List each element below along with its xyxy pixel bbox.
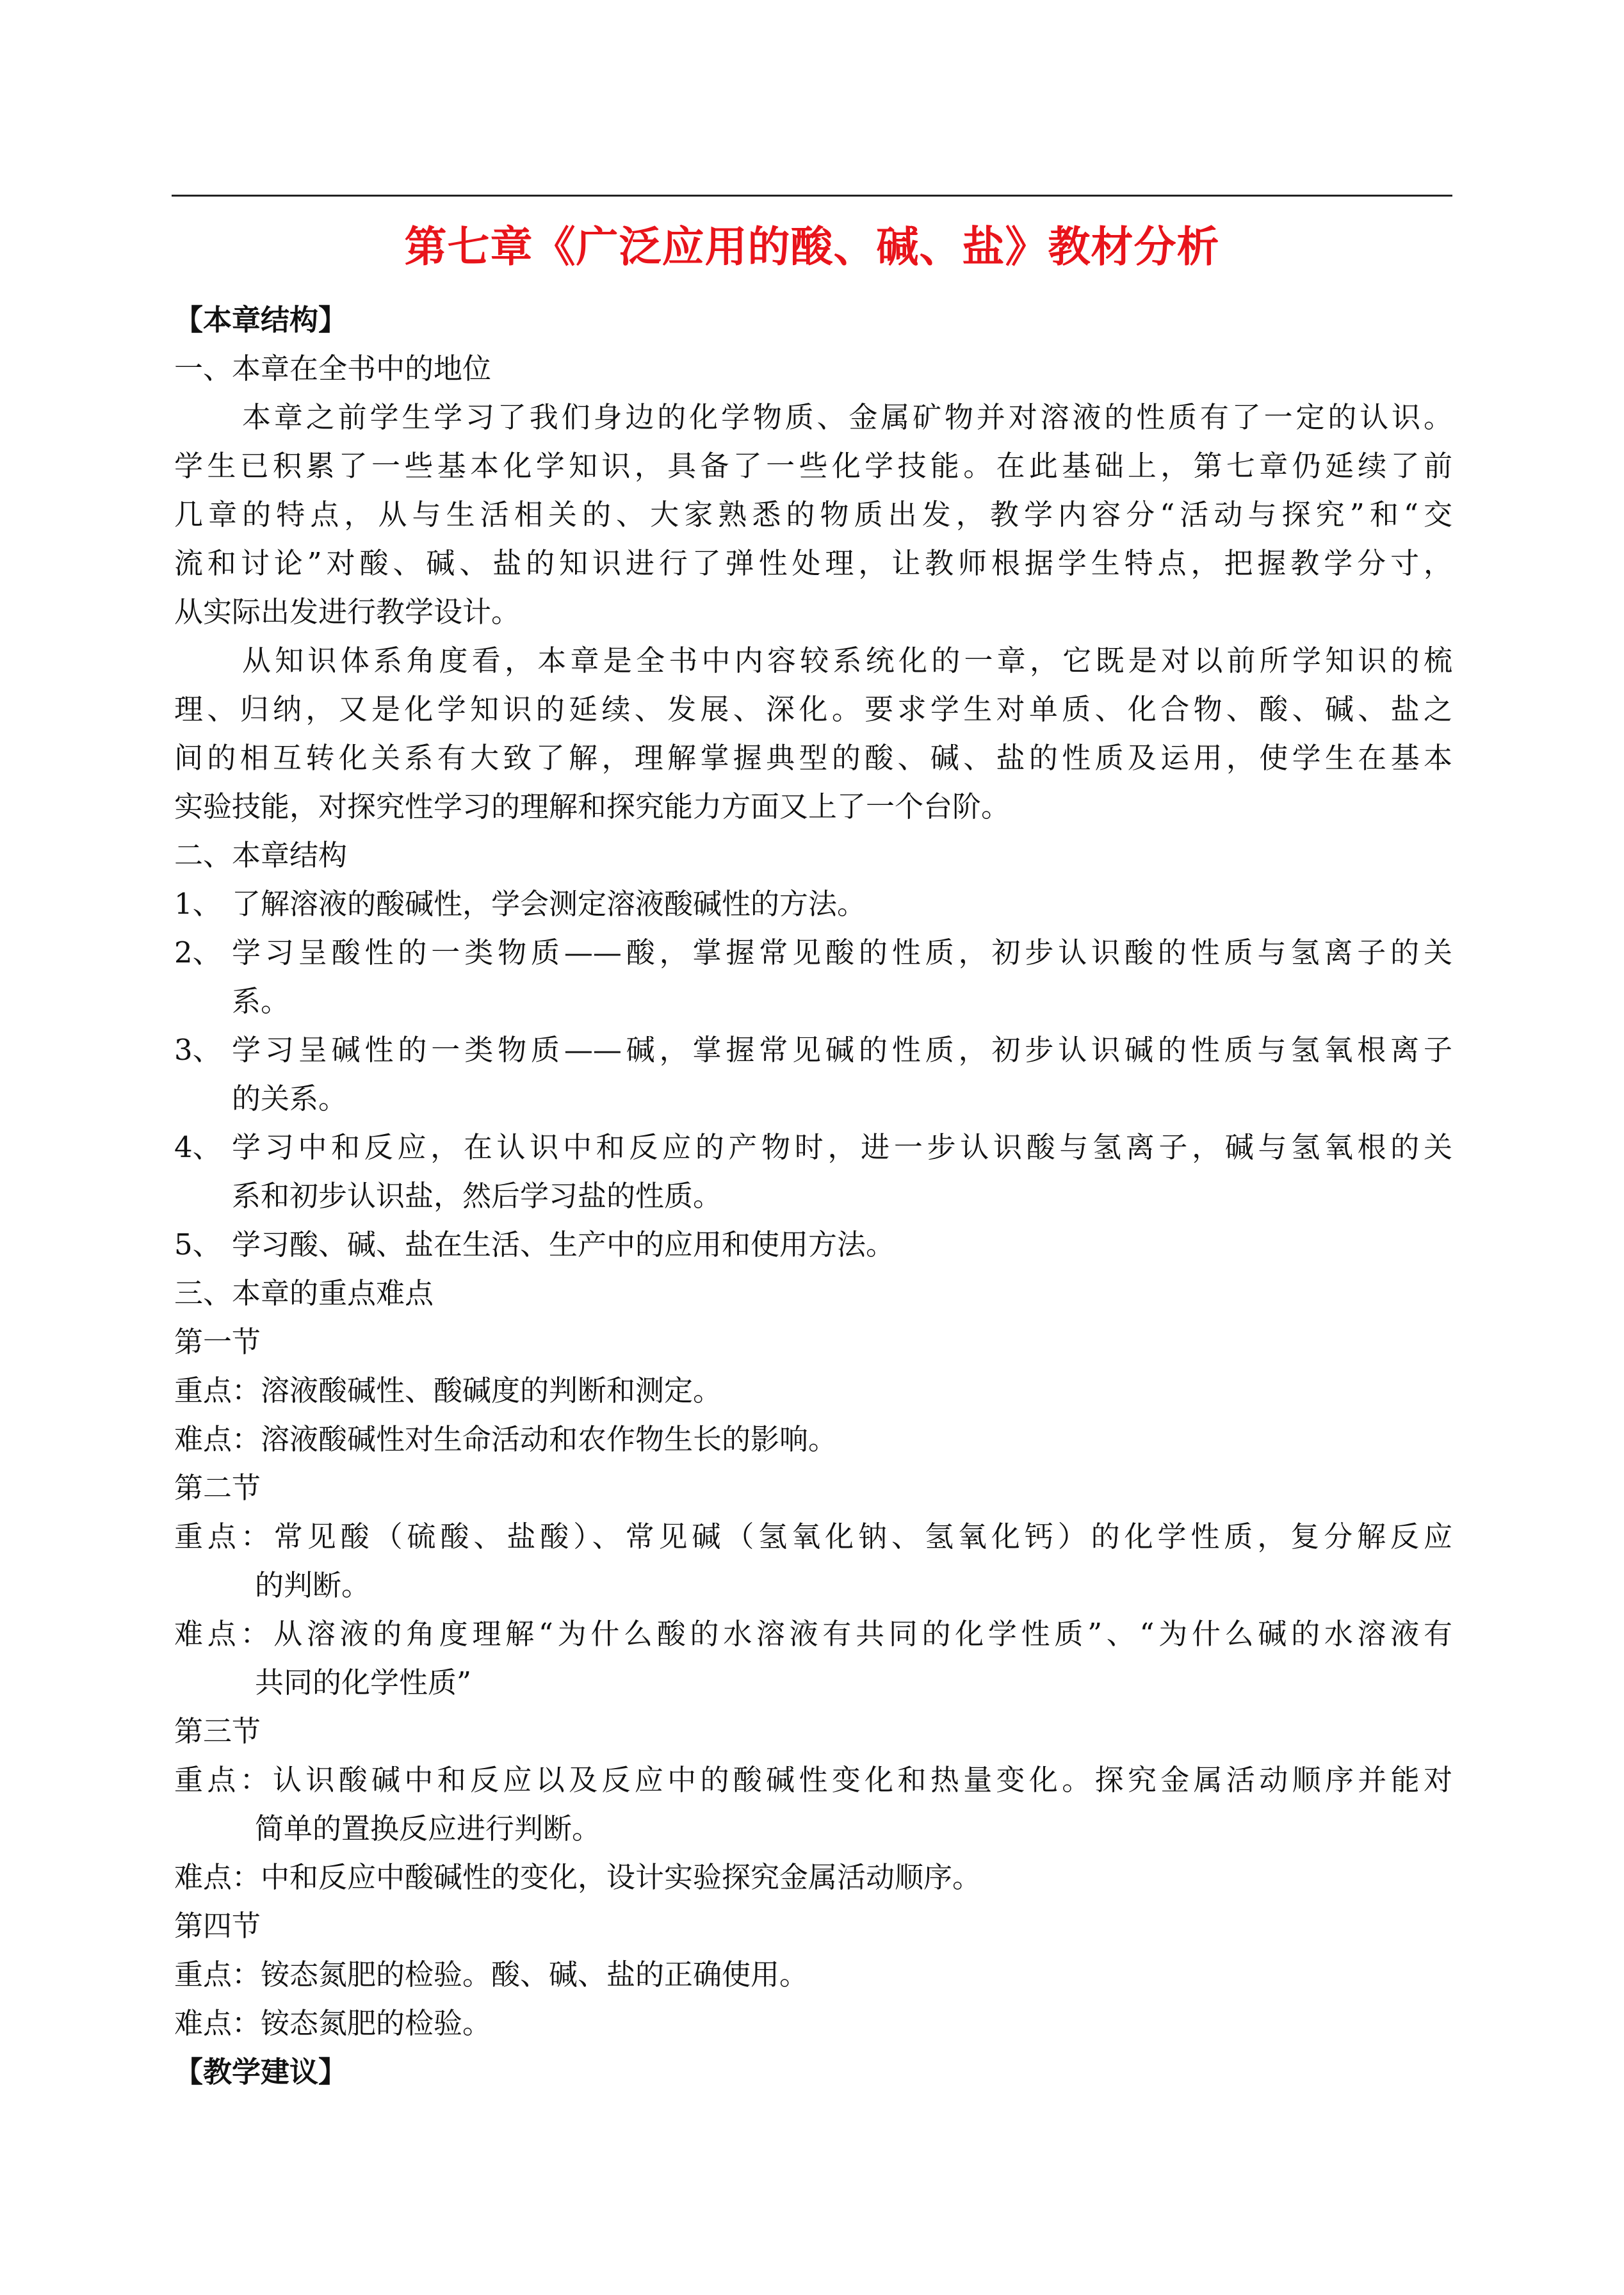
key-point: 重点：认识酸碱中和反应以及反应中的酸碱性变化和热量变化。探究金属活动顺序并能对	[174, 1763, 1452, 1797]
list-item-text: 学习呈酸性的一类物质——酸，掌握常见酸的性质，初步认识酸的性质与氢离子的关	[232, 936, 1452, 969]
list-item-number: 5、	[174, 1228, 222, 1261]
teaching-heading: 【教学建议】	[174, 2055, 348, 2089]
list-item-text: 的关系。	[232, 1082, 348, 1115]
list-item-text: 系。	[232, 984, 290, 1018]
header-rule	[172, 195, 1452, 197]
list-item-number: 3、	[174, 1033, 222, 1067]
section3-heading: 三、本章的重点难点	[174, 1276, 434, 1310]
difficult-point: 共同的化学性质”	[255, 1666, 472, 1699]
structure-heading: 【本章结构】	[174, 303, 348, 337]
section2-heading: 二、本章结构	[174, 838, 348, 872]
section1-heading: 一、本章在全书中的地位	[174, 352, 492, 385]
document-title: 第七章《广泛应用的酸、碱、盐》教材分析	[404, 222, 1220, 272]
list-item-number: 2、	[174, 936, 222, 969]
list-item-text: 学习呈碱性的一类物质——碱，掌握常见碱的性质，初步认识碱的性质与氢氧根离子	[232, 1033, 1452, 1067]
para1-line: 几章的特点，从与生活相关的、大家熟悉的物质出发，教学内容分“活动与探究”和“交	[174, 498, 1452, 531]
list-item-text: 学习中和反应，在认识中和反应的产物时，进一步认识酸与氢离子，碱与氢氧根的关	[232, 1130, 1452, 1164]
key-point: 简单的置换反应进行判断。	[255, 1812, 601, 1845]
difficult-point: 难点：铵态氮肥的检验。	[174, 2006, 492, 2040]
list-item-number: 1、	[174, 887, 222, 921]
key-point: 重点：溶液酸碱性、酸碱度的判断和测定。	[174, 1374, 722, 1407]
para2-line: 从知识体系角度看，本章是全书中内容较系统化的一章，它既是对以前所学知识的梳	[242, 644, 1452, 677]
difficult-point: 难点：溶液酸碱性对生命活动和农作物生长的影响。	[174, 1422, 838, 1456]
list-item-text: 系和初步认识盐，然后学习盐的性质。	[232, 1179, 722, 1213]
para2-line: 理、归纳，又是化学知识的延续、发展、深化。要求学生对单质、化合物、酸、碱、盐之	[174, 692, 1452, 726]
key-point: 重点：常见酸（硫酸、盐酸）、常见碱（氢氧化钠、氢氧化钙）的化学性质，复分解反应	[174, 1520, 1452, 1553]
para1-line: 本章之前学生学习了我们身边的化学物质、金属矿物并对溶液的性质有了一定的认识。	[242, 400, 1452, 434]
para1-line: 流和讨论”对酸、碱、盐的知识进行了弹性处理，让教师根据学生特点，把握教学分寸，	[174, 546, 1452, 580]
section-name: 第三节	[174, 1714, 261, 1748]
list-item-number: 4、	[174, 1130, 222, 1164]
section-name: 第四节	[174, 1909, 261, 1943]
para2-line: 实验技能，对探究性学习的理解和探究能力方面又上了一个台阶。	[174, 790, 1011, 823]
list-item-text: 学习酸、碱、盐在生活、生产中的应用和使用方法。	[232, 1228, 895, 1261]
para1-line: 从实际出发进行教学设计。	[174, 595, 521, 629]
difficult-point: 难点：从溶液的角度理解“为什么酸的水溶液有共同的化学性质”、“为什么碱的水溶液有	[174, 1617, 1452, 1651]
section-name: 第一节	[174, 1325, 261, 1359]
para1-line: 学生已积累了一些基本化学知识，具备了一些化学技能。在此基础上，第七章仍延续了前	[174, 449, 1452, 483]
key-point: 的判断。	[255, 1568, 371, 1602]
list-item-text: 了解溶液的酸碱性，学会测定溶液酸碱性的方法。	[232, 887, 866, 921]
section-name: 第二节	[174, 1471, 261, 1505]
difficult-point: 难点：中和反应中酸碱性的变化，设计实验探究金属活动顺序。	[174, 1860, 982, 1894]
para2-line: 间的相互转化关系有大致了解，理解掌握典型的酸、碱、盐的性质及运用，使学生在基本	[174, 741, 1452, 775]
key-point: 重点：铵态氮肥的检验。酸、碱、盐的正确使用。	[174, 1958, 809, 1991]
